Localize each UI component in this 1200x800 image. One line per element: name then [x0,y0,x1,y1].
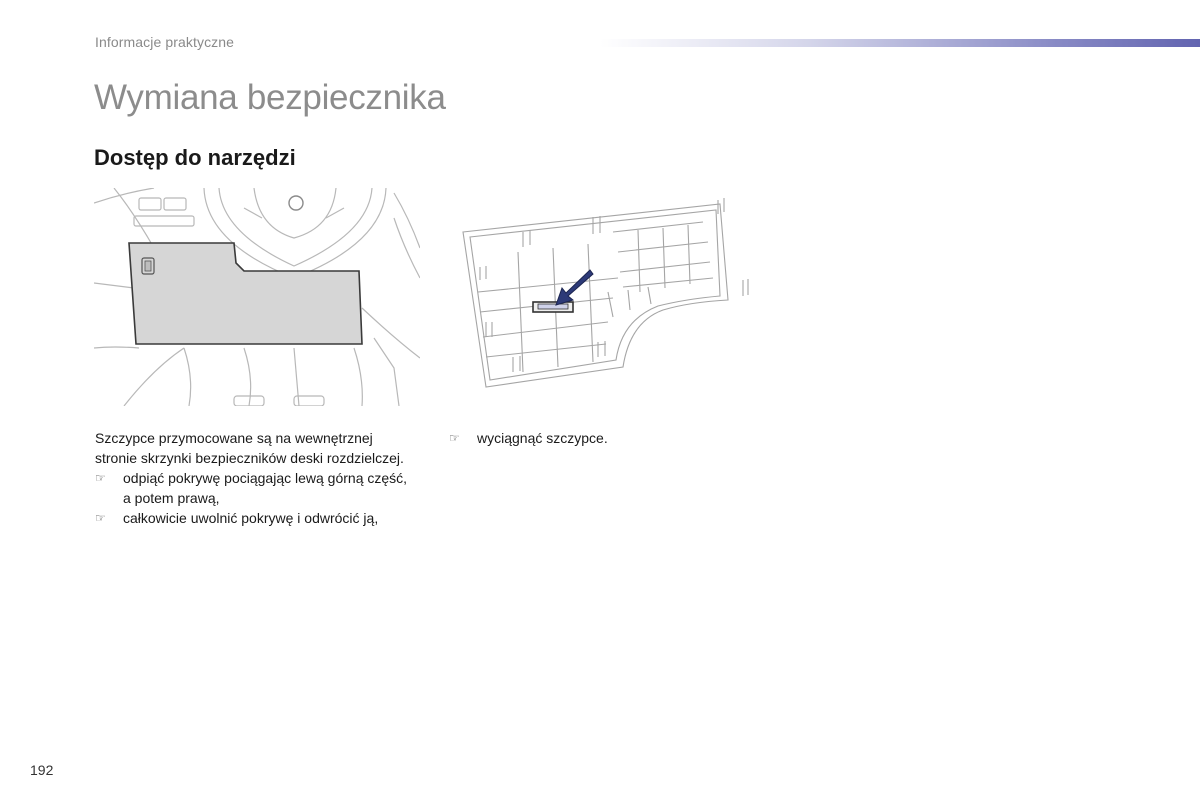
intro-paragraph: Szczypce przymocowane są na wewnętrznej stronie skrzynki bezpieczników deski rozdzielczej. [95,430,404,466]
header-section-label: Informacje praktyczne [95,34,235,50]
page-title: Wymiana bezpiecznika [94,78,446,117]
steps-list-left [95,468,415,528]
step-text: całkowicie uwolnić pokrywę i odwrócić ją, [123,510,379,526]
instructions-left-column [95,428,415,528]
fusebox-cover-tweezers-illustration [458,192,766,392]
section-title: Dostęp do narzędzi [94,145,296,170]
pointing-hand-icon: ☞ [95,471,106,485]
list-item [95,468,415,508]
header-gradient-bar [600,39,1200,47]
steps-list-right [449,428,749,448]
page-number: 192 [30,762,54,778]
list-item [449,428,749,448]
step-text: wyciągnąć szczypce. [477,430,608,446]
instructions-right-column [449,428,749,448]
pointing-hand-icon: ☞ [449,431,460,445]
pointing-hand-icon: ☞ [95,511,106,525]
step-text: odpiąć pokrywę pociągając lewą górną część, a potem prawą, [123,470,408,506]
dashboard-fusebox-illustration [94,188,420,406]
list-item [95,508,415,528]
